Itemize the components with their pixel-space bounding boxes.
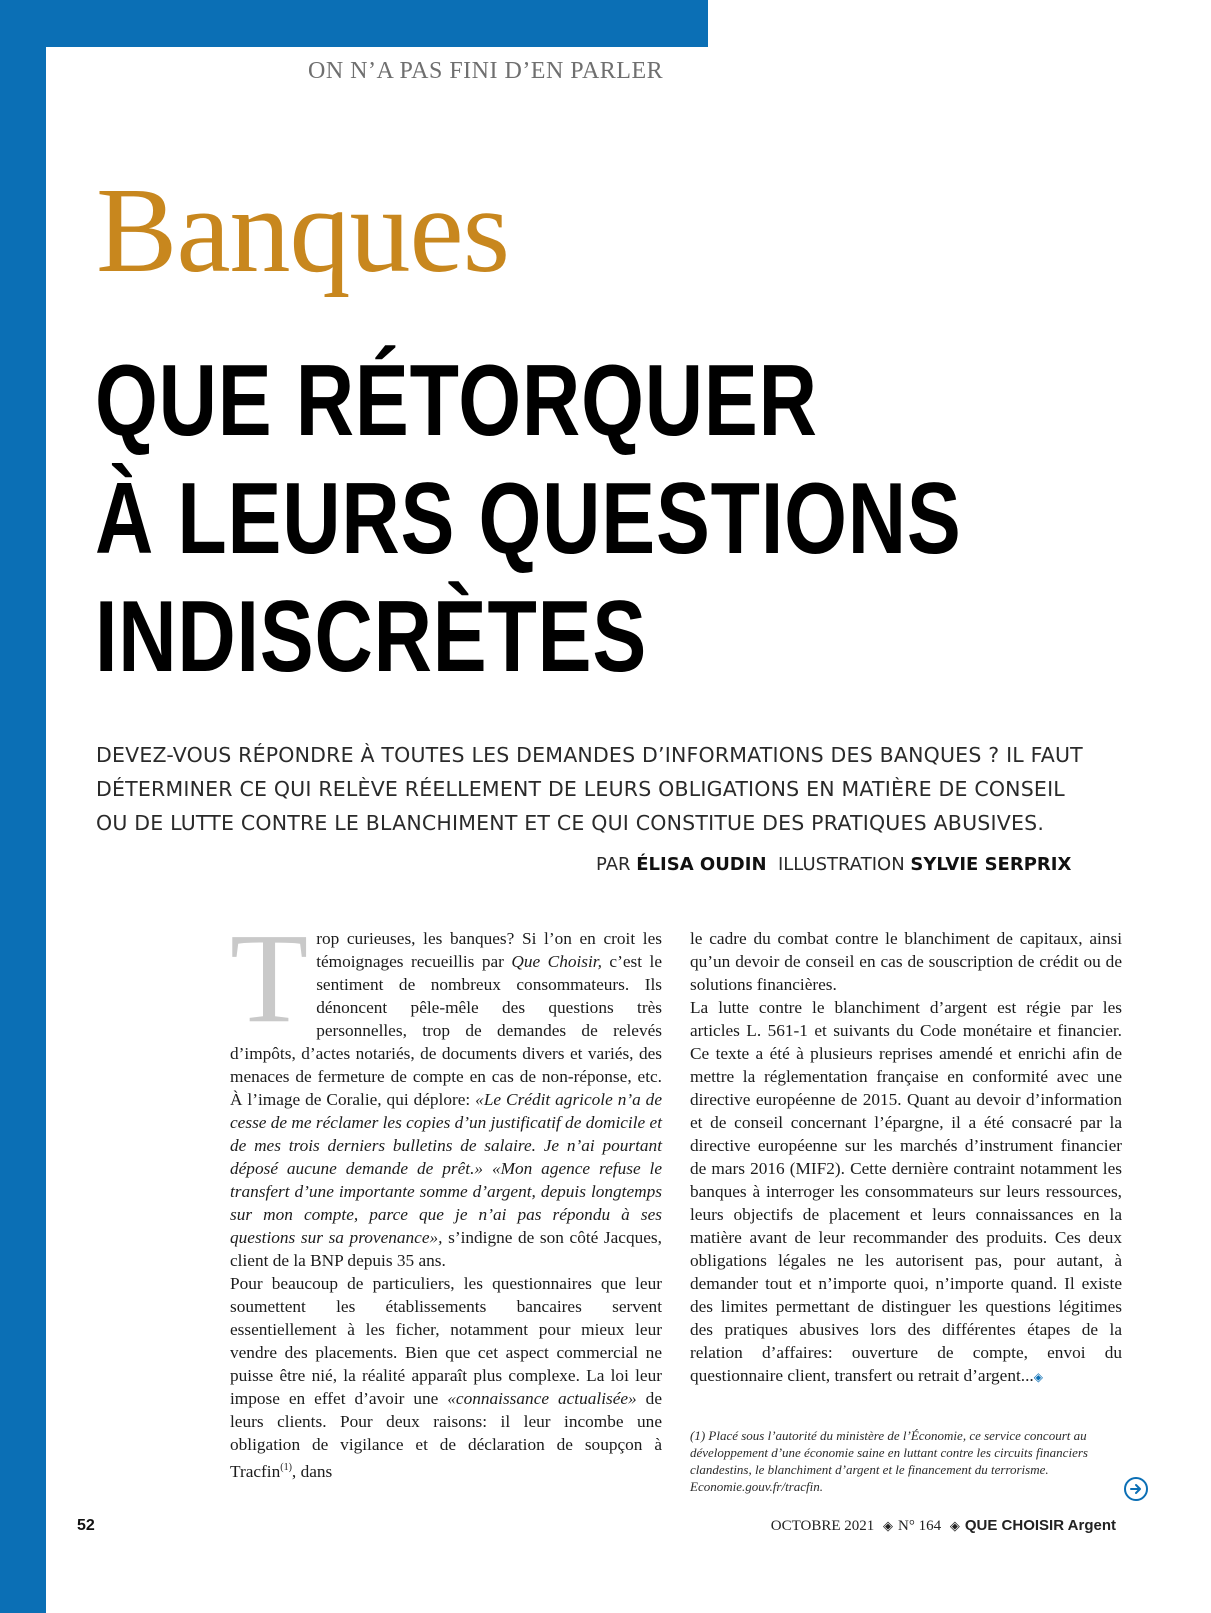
paragraph <box>230 907 662 1272</box>
text-run: Pour beaucoup de particuliers, les questionnaires que leur soumettent les établissements bancaires servent essentiellement à les ficher, notamment pour mieux leur vendre des placements. Bien que cet aspect commercial ne puisse être nié, la réalité apparaît plus complexe. La loi leur impose en effet d’avoir une <box>230 1274 662 1408</box>
text-run: La lutte contre le blanchiment d’argent est régie par les articles L. 561-1 et suivants du Code monétaire et financier. Ce texte a été à plusieurs reprises amendé et enrichi afin de mettre la réglementation française en conformité avec une directive européenne de 2015. Quant au devoir d’information et de conseil concernant l’épargne, il a été consacré par la directive européenne sur les marchés d’instrument financier de mars 2016 (MIF2). Cette dernière contraint notamment les banques à interroger les consommateurs sur leurs ressources, leurs objectifs de placement et leurs connaissances en la matière avant de leur recommander des produits. Ces deux obligations légales ne les autorisent pas, pour autant, à demander tout et n’importe quoi, n’importe quand. Il existe des limites permettant de distinguer les questions légitimes des pratiques abusives lors des différentes étapes de la relation d’affaires: ouverture de compte, envoi du questionnaire client, transfert ou retrait d’argent... <box>690 998 1122 1385</box>
article-column-1 <box>230 907 662 1483</box>
top-accent-bar <box>0 0 708 47</box>
footnote-reference[interactable]: (1) <box>280 1462 292 1473</box>
drop-cap: T <box>230 907 309 1049</box>
headline-line: À LEURS QUESTIONS <box>95 463 962 575</box>
byline-author: ÉLISA OUDIN <box>636 854 767 875</box>
standfirst: DEVEZ-VOUS RÉPONDRE À TOUTES LES DEMANDES D’INFORMATIONS DES BANQUES ? IL FAUT DÉTERMINER CE QUI RELÈVE RÉELLEMENT DE LEURS OBLIGATIONS EN MATIÈRE DE CONSEIL OU DE LUTTE CONTRE LE BLANCHIMENT ET CE QUI CONSTITUE DES PRATIQUES ABUSIVES. <box>96 743 1083 835</box>
text-run: rop curieuses, les banques? Si l’on en croit les témoignages recueillis par <box>316 929 662 971</box>
headline-line: QUE RÉTORQUER <box>95 345 818 457</box>
footer-info <box>771 1517 1116 1535</box>
rubric-title: Banques <box>96 163 510 298</box>
paragraph: le cadre du combat contre le blanchiment de capitaux, ainsi qu’un devoir de conseil en cas de souscription de crédit ou de solutions financières. <box>690 929 1122 994</box>
byline-by-label: PAR <box>596 854 631 875</box>
testimony-quote: «Le Crédit agricole n’a de cesse de me réclamer les copies d’un justificatif de domicile et de mes trois derniers bulletins de salaire. Je n’ai pourtant déposé aucune demande de prêt.» «Mon agence refuse le transfert d’une importante somme d’argent, depuis longtemps sur mon compte, parce que je n’ai pas répondu à ses questions sur sa provenance», <box>230 1090 662 1247</box>
left-accent-bar <box>0 0 46 1613</box>
footnote: (1) Placé sous l’autorité du ministère de l’Économie, ce service concourt au développement d’une économie saine en luttant contre les circuits financiers clandestins, le blanchiment d’argent et le financement du terrorisme. Economie.gouv.fr/tracfin. <box>690 1428 1088 1494</box>
issue-date: OCTOBRE 2021 <box>770 1518 875 1534</box>
text-run: s’indigne de son côté Jacques, client de la BNP depuis 35 ans. <box>230 1228 662 1270</box>
magazine-brand: QUE CHOISIR Argent <box>964 1517 1116 1534</box>
headline-line: INDISCRÈTES <box>95 581 648 693</box>
separator-diamond-icon: ◈ <box>883 1518 894 1533</box>
byline-illustration-label: ILLUSTRATION <box>777 854 905 875</box>
text-run: , dans <box>291 1461 333 1481</box>
brand-mention: Que Choisir, <box>511 952 602 971</box>
paragraph <box>230 1272 662 1483</box>
headline <box>95 342 962 696</box>
issue-number: N° 164 <box>898 1518 942 1534</box>
separator-diamond-icon: ◈ <box>949 1518 960 1533</box>
next-page-arrow-icon[interactable] <box>1124 1477 1148 1501</box>
byline <box>596 854 1076 875</box>
section-kicker: ON N’A PAS FINI D’EN PARLER <box>308 58 664 84</box>
byline-illustrator: SYLVIE SERPRIX <box>910 854 1072 875</box>
article-column-2 <box>690 927 1122 1389</box>
arrow-right-icon <box>1129 1482 1143 1496</box>
page-number: 52 <box>77 1517 95 1534</box>
paragraph <box>690 996 1122 1389</box>
text-run: c’est le sentiment de nombreux consommateurs. Ils dénoncent pêle-mêle des questions très personnelles, trop de demandes de relevés d’impôts, d’actes notariés, de documents divers et variés, des menaces de fermeture de compte en cas de non-réponse, etc. À l’image de Coralie, qui déplore: <box>230 952 662 1109</box>
text-run: de leurs clients. Pour deux raisons: il leur incombe une obligation de vigilance et de déclaration de soupçon à Tracfin <box>230 1389 662 1481</box>
quote: «connaissance actualisée» <box>447 1389 637 1408</box>
end-of-article-diamond-icon: ◈ <box>1033 1370 1043 1384</box>
